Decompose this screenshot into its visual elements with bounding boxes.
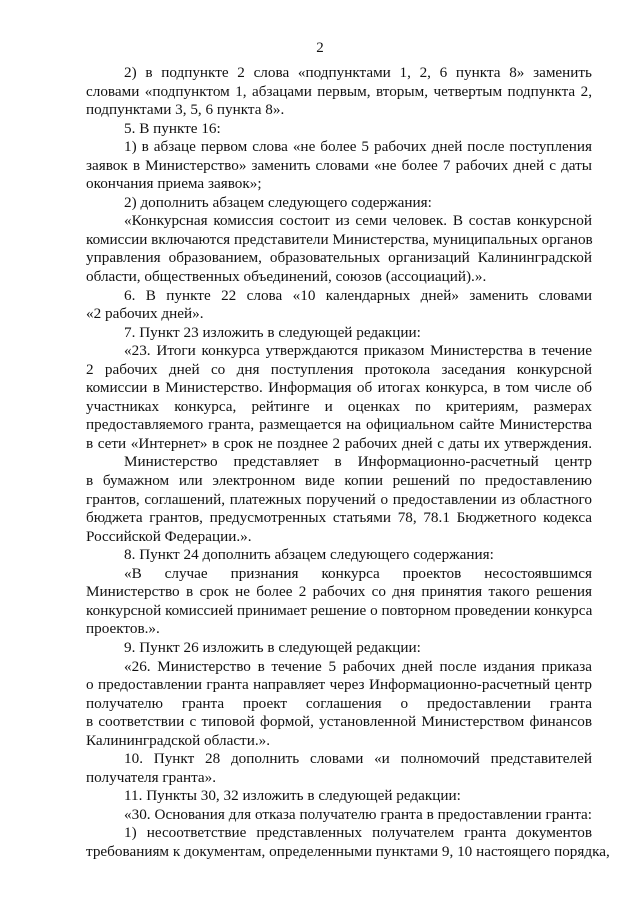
text-line: «В случае признания конкурса проектов несостоявшимся [124,564,592,582]
text-line: участниках конкурса, рейтинге и оценках по критериям, размерах [86,397,592,415]
text-line: «Конкурсная комиссия состоит из семи человек. В состав конкурсной [124,212,592,230]
text-line: проектов.». [86,620,160,638]
text-line: получателю гранта проект соглашения о предоставлении гранта [86,694,592,712]
text-line: 10. Пункт 28 дополнить словами «и полномочий представителей [124,750,592,768]
text-line: «30. Основания для отказа получателю гранта в предоставлении гранта: [124,805,592,823]
text-line: «23. Итоги конкурса утверждаются приказом Министерства в течение [124,342,592,360]
text-line: о предоставлении гранта направляет через Информационно-расчетный центр [86,676,592,694]
text-line: в сети «Интернет» в срок не позднее 2 рабочих дней с даты их утверждения. [86,434,592,452]
document-body [86,64,610,862]
text-line: «26. Министерство в течение 5 рабочих дней после издания приказа [124,657,592,675]
text-line: 8. Пункт 24 дополнить абзацем следующего содержания: [124,546,494,564]
text-line: «2 рабочих дней». [86,305,204,323]
text-line: комиссии в Министерство. Информация об итогах конкурса, в том числе об [86,379,592,397]
text-line: 2) в подпункте 2 слова «подпунктами 1, 2, 6 пункта 8» заменить [124,64,592,81]
text-line: Министерство в срок не более 2 рабочих со дня принятия такого решения [86,583,592,601]
text-line: словами «подпунктом 1, абзацами первым, вторым, четвертым подпункта 2, [86,82,592,100]
text-line: области, общественных объединений, союзов (ассоциаций).». [86,268,487,286]
text-line: окончания приема заявок»; [86,175,262,193]
text-line: 9. Пункт 26 изложить в следующей редакции: [124,638,421,656]
text-line: подпунктами 3, 5, 6 пункта 8». [86,101,285,119]
text-line: 5. В пункте 16: [124,119,221,137]
text-line: получателя гранта». [86,768,217,786]
text-line: предоставляемого гранта, размещается на официальном сайте Министерства [86,416,592,434]
text-line: Министерство представляет в Информационно-расчетный центр [124,453,592,471]
text-line: заявок в Министерство» заменить словами «не более 7 рабочих дней с даты [86,156,592,174]
text-line: 1) несоответствие представленных получателем гранта документов [124,824,592,842]
text-line: в бумажном или электронном виде копии решений по предоставлению [86,472,592,490]
text-line: Калининградской области.». [86,731,271,749]
text-line: комиссии включаются представители Министерства, муниципальных органов [86,230,593,248]
text-line: 2) дополнить абзацем следующего содержания: [124,193,432,211]
text-line: бюджета грантов, предусмотренных статьями 78, 78.1 Бюджетного кодекса [86,509,592,527]
text-line: Российской Федерации.». [86,527,252,545]
text-line: 6. В пункте 22 слова «10 календарных дней» заменить словами [124,286,592,304]
text-line: управления образованием, образовательных организаций Калининградской [86,249,592,267]
text-line: 2 рабочих дней со дня поступления протокола заседания конкурсной [86,360,592,378]
text-line: требованиям к документам, определенными пунктами 9, 10 настоящего порядка, [86,842,610,860]
page-number: 2 [316,40,324,56]
text-line: 11. Пункты 30, 32 изложить в следующей редакции: [124,787,461,805]
text-line: 1) в абзаце первом слова «не более 5 рабочих дней после поступления [124,138,592,156]
text-line: грантов, соглашений, платежных поручений о предоставлении из областного [86,490,592,508]
text-line: 7. Пункт 23 изложить в следующей редакции: [124,323,421,341]
text-line: конкурсной комиссией принимает решение о повторном проведении конкурса [86,601,593,619]
text-line: в соответствии с типовой формой, установленной Министерством финансов [86,713,592,731]
